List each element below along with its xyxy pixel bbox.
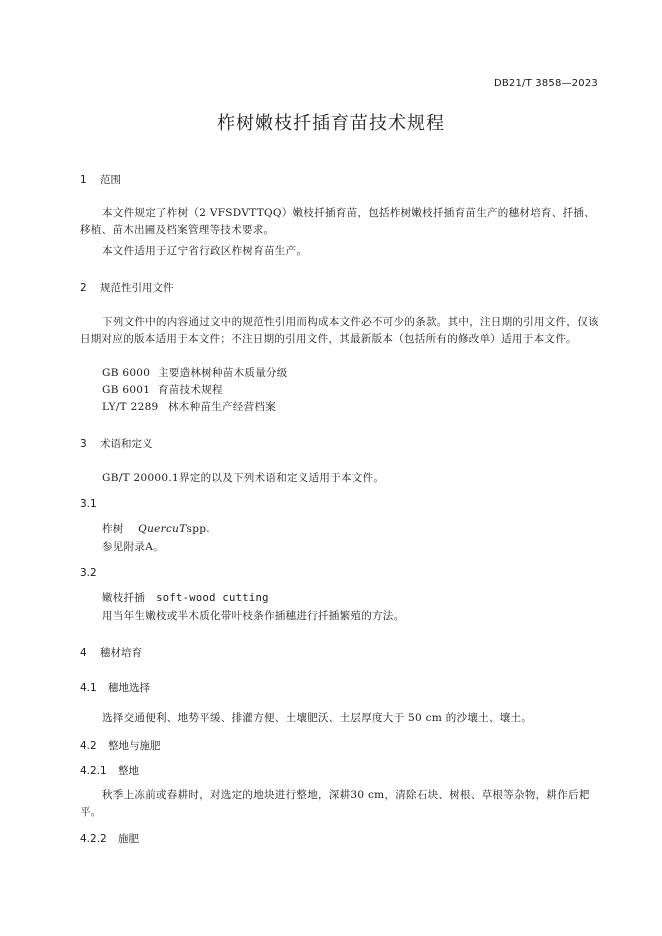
- term-latin-suffix: spp.: [186, 523, 210, 535]
- term-3-1-number: 3.1: [80, 498, 97, 510]
- section-4-2-heading: [80, 738, 161, 753]
- section-2-heading: [80, 280, 174, 295]
- term-3-1-definition: 参见附录A。: [102, 541, 164, 553]
- section-title: 整地与施肥: [108, 740, 161, 752]
- reference-name: 育苗技术规程: [158, 384, 223, 396]
- section-4-2-1-paragraph: 秋季上冻前或春耕时，对选定的地块进行整地，深耕30 cm，清除石块、树根、草根等杂物，耕作后耙平。: [80, 789, 590, 818]
- section-number: 1: [80, 174, 87, 186]
- section-title: 术语和定义: [100, 438, 153, 450]
- term-3-1-entry: [102, 521, 210, 538]
- term-chinese: 嫩枝扦插: [102, 592, 146, 604]
- term-3-2-definition: 用当年生嫩枝或半木质化带叶枝条作插穗进行扦插繁殖的方法。: [102, 610, 405, 622]
- section-number: 4.2.1: [80, 765, 107, 777]
- section-4-1-paragraph: 选择交通便利、地势平缓、排灌方便、土壤肥沃、土层厚度大于 50 cm 的沙壤土、壤土。: [102, 712, 533, 724]
- section-1-heading: [80, 172, 121, 187]
- standard-number: DB21/T 3858—2023: [493, 78, 598, 89]
- reference-code: LY/T 2289: [102, 401, 159, 413]
- reference-code: GB 6001: [102, 384, 151, 396]
- section-number: 4.1: [80, 682, 97, 694]
- section-4-1-heading: [80, 680, 150, 695]
- document-title: 柞树嫩枝扦插育苗技术规程: [217, 113, 445, 134]
- section-number: 2: [80, 282, 87, 294]
- section-3-paragraph-1: GB/T 20000.1界定的以及下列术语和定义适用于本文件。: [102, 472, 385, 484]
- section-4-heading: [80, 645, 142, 660]
- section-title: 范围: [100, 174, 121, 186]
- term-chinese: 柞树: [102, 523, 124, 535]
- section-3-heading: [80, 436, 153, 451]
- section-title: 穗地选择: [108, 682, 150, 694]
- reference-item: [102, 399, 276, 416]
- reference-item: [102, 365, 288, 382]
- section-number: 3: [80, 438, 87, 450]
- reference-name: 林木种苗生产经营档案: [168, 401, 276, 413]
- section-4-2-1-heading: [80, 763, 139, 778]
- section-title: 施肥: [118, 833, 139, 845]
- term-3-2-entry: [102, 590, 269, 607]
- reference-code: GB 6000: [102, 367, 151, 379]
- section-title: 整地: [118, 765, 139, 777]
- section-1-paragraph-2: 本文件适用于辽宁省行政区柞树育苗生产。: [102, 245, 308, 257]
- section-number: 4.2.2: [80, 833, 107, 845]
- reference-item: [102, 382, 223, 399]
- term-english: soft-wood cutting: [156, 592, 269, 604]
- section-4-2-2-heading: [80, 831, 139, 846]
- reference-name: 主要造林树种苗木质量分级: [158, 367, 288, 379]
- section-2-paragraph-1: 下列文件中的内容通过文中的规范性引用而构成本文件必不可少的条款。其中，注日期的引用文件，仅该日期对应的版本适用于本文件；不注日期的引用文件，其最新版本（包括所有的修改单）适用于本文件。: [80, 316, 599, 345]
- section-title: 穗材培育: [100, 647, 142, 659]
- section-number: 4: [80, 647, 87, 659]
- term-3-2-number: 3.2: [80, 567, 97, 579]
- section-1-paragraph-1: 本文件规定了柞树（2 VFSDVTTQQ）嫩枝扦插育苗，包括柞树嫩枝扦插育苗生产的穗材培育、扦插、移植、苗木出圃及档案管理等技术要求。: [80, 207, 596, 236]
- section-title: 规范性引用文件: [100, 282, 174, 294]
- section-number: 4.2: [80, 740, 97, 752]
- term-latin-name: QuercuT: [138, 523, 187, 535]
